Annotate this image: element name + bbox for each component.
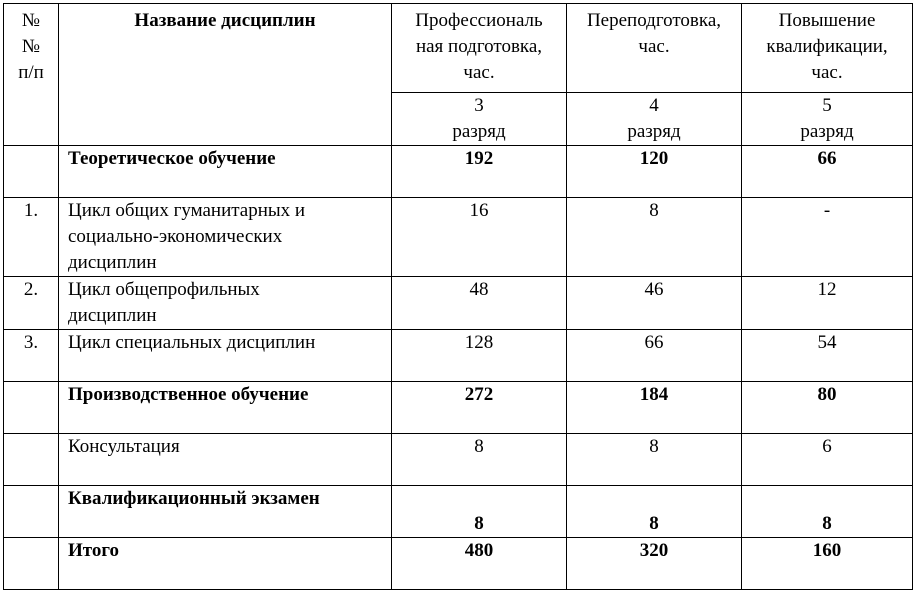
table-row-total bbox=[4, 538, 913, 590]
row-value-professional: 8 bbox=[392, 434, 567, 486]
row-value-qualification: 12 bbox=[742, 277, 913, 330]
row-value-retraining: 66 bbox=[567, 330, 742, 382]
row-value-retraining: 8 bbox=[567, 198, 742, 277]
row-value-qualification: 160 bbox=[742, 538, 913, 590]
table-row bbox=[4, 486, 913, 538]
row-value-retraining: 8 bbox=[567, 486, 742, 538]
row-number: 2. bbox=[4, 277, 59, 330]
row-number bbox=[4, 146, 59, 198]
row-number bbox=[4, 434, 59, 486]
header-discipline-name: Название дисциплин bbox=[59, 4, 392, 146]
grade-5: 5 разряд bbox=[742, 93, 913, 146]
header-retraining: Переподготовка, час. bbox=[567, 4, 742, 93]
row-value-retraining: 184 bbox=[567, 382, 742, 434]
table-row bbox=[4, 277, 913, 330]
row-number bbox=[4, 486, 59, 538]
header-qualification-upgrade: Повышение квалификации, час. bbox=[742, 4, 913, 93]
row-value-professional: 272 bbox=[392, 382, 567, 434]
row-name: Теоретическое обучение bbox=[59, 146, 392, 198]
row-value-qualification: 80 bbox=[742, 382, 913, 434]
header-number: № № п/п bbox=[4, 4, 59, 146]
grade-4: 4 разряд bbox=[567, 93, 742, 146]
row-value-professional: 8 bbox=[392, 486, 567, 538]
table-row bbox=[4, 330, 913, 382]
row-name: Цикл общепрофильных дисциплин bbox=[59, 277, 392, 330]
row-name: Цикл специальных дисциплин bbox=[59, 330, 392, 382]
row-name: Консультация bbox=[59, 434, 392, 486]
row-value-professional: 16 bbox=[392, 198, 567, 277]
row-name: Цикл общих гуманитарных и социально-экономических дисциплин bbox=[59, 198, 392, 277]
row-number bbox=[4, 382, 59, 434]
table-row bbox=[4, 382, 913, 434]
row-value-professional: 48 bbox=[392, 277, 567, 330]
row-value-retraining: 320 bbox=[567, 538, 742, 590]
row-value-retraining: 120 bbox=[567, 146, 742, 198]
row-value-retraining: 46 bbox=[567, 277, 742, 330]
row-name: Квалификационный экзамен bbox=[59, 486, 392, 538]
row-value-qualification: 8 bbox=[742, 486, 913, 538]
table-row bbox=[4, 198, 913, 277]
header-row bbox=[4, 4, 913, 93]
row-value-retraining: 8 bbox=[567, 434, 742, 486]
row-value-professional: 480 bbox=[392, 538, 567, 590]
row-value-professional: 128 bbox=[392, 330, 567, 382]
row-name: Производственное обучение bbox=[59, 382, 392, 434]
row-name: Итого bbox=[59, 538, 392, 590]
row-value-qualification: - bbox=[742, 198, 913, 277]
curriculum-table bbox=[3, 3, 913, 590]
table-row bbox=[4, 434, 913, 486]
row-number: 3. bbox=[4, 330, 59, 382]
header-professional-training: Профессиональ ная подготовка, час. bbox=[392, 4, 567, 93]
row-value-qualification: 54 bbox=[742, 330, 913, 382]
row-value-qualification: 66 bbox=[742, 146, 913, 198]
row-number bbox=[4, 538, 59, 590]
row-value-professional: 192 bbox=[392, 146, 567, 198]
row-value-qualification: 6 bbox=[742, 434, 913, 486]
row-number: 1. bbox=[4, 198, 59, 277]
table-row bbox=[4, 146, 913, 198]
grade-3: 3 разряд bbox=[392, 93, 567, 146]
